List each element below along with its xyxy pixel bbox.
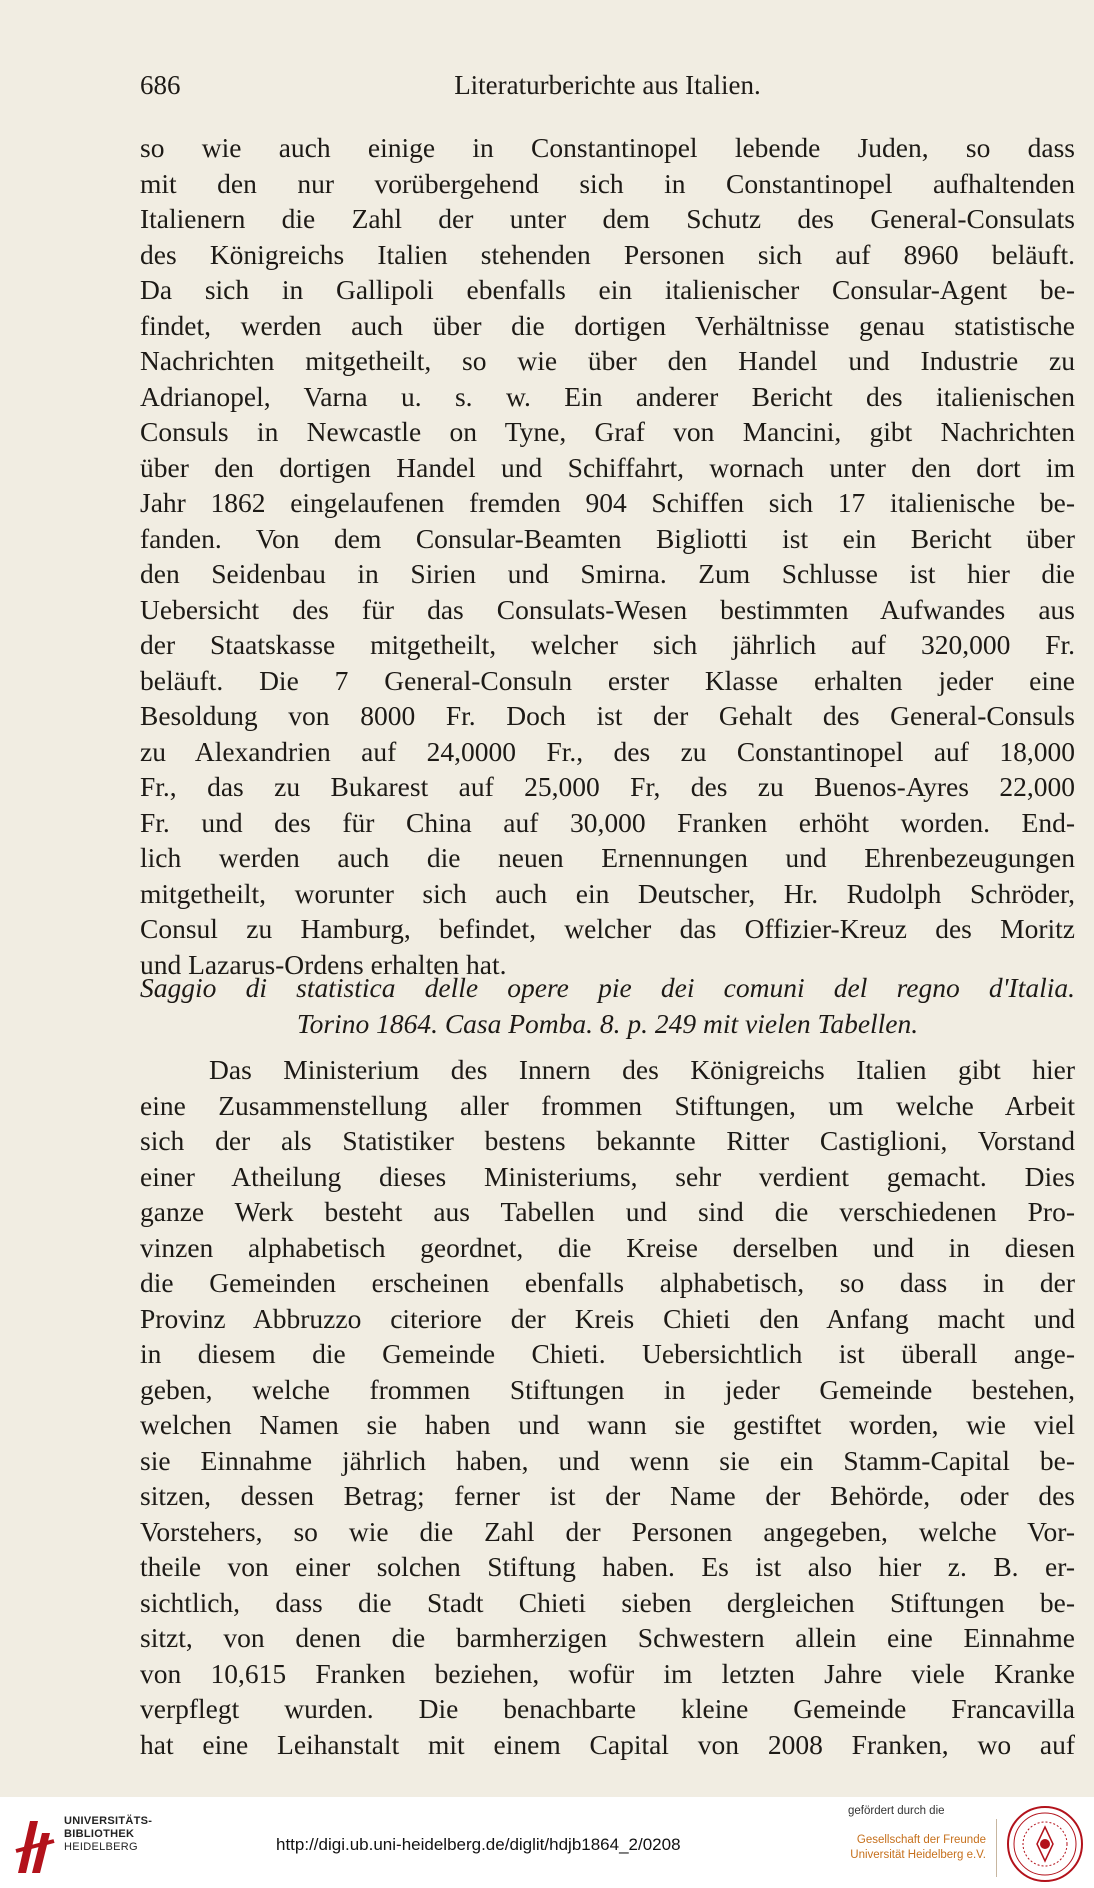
text-line: über den dortigen Handel und Schiffahrt, wornach unter den dort im bbox=[140, 451, 1075, 483]
text-line: Vorstehers, so wie die Zahl der Personen angegeben, welche Vor- bbox=[140, 1515, 1075, 1547]
text-line: Fr. und des für China auf 30,000 Franken erhöht worden. End- bbox=[140, 806, 1075, 838]
text-line: Fr., das zu Bukarest auf 25,000 Fr, des zu Buenos-Ayres 22,000 bbox=[140, 771, 1075, 802]
text-line: lich werden auch die neuen Ernennungen und Ehrenbezeugungen bbox=[140, 842, 1075, 873]
text-line: verpflegt wurden. Die benachbarte kleine Gemeinde Francavilla bbox=[140, 1693, 1075, 1724]
text-line: sich der als Statistiker bestens bekannte Ritter Castiglioni, Vorstand bbox=[140, 1125, 1075, 1156]
text-line: Uebersicht des für das Consulats-Wesen bestimmten Aufwandes aus bbox=[140, 593, 1075, 625]
text-line: Saggio di statistica delle opere pie dei comuni del regno d'Italia. bbox=[140, 972, 1075, 1003]
text-line: Das Ministerium des Innern des Königreichs Italien gibt hier bbox=[209, 1054, 1075, 1085]
text-line: sitzt, von denen die barmherzigen Schwestern allein eine Einnahme bbox=[140, 1622, 1075, 1653]
text-line: Besoldung von 8000 Fr. Doch ist der Gehalt des General-Consuls bbox=[140, 700, 1075, 731]
text-line: Consul zu Hamburg, befindet, welcher das Offizier-Kreuz des Moritz bbox=[140, 913, 1075, 944]
text-line: zu Alexandrien auf 24,0000 Fr., des zu Constantinopel auf 18,000 bbox=[140, 735, 1075, 767]
text-line: vinzen alphabetisch geordnet, die Kreise derselben und in diesen bbox=[140, 1231, 1075, 1263]
text-line: einer Atheilung dieses Ministeriums, sehr verdient gemacht. Dies bbox=[140, 1160, 1075, 1192]
text-line: eine Zusammenstellung aller frommen Stiftungen, um welche Arbeit bbox=[140, 1089, 1075, 1121]
university-seal-icon bbox=[1006, 1805, 1084, 1883]
text-line: so wie auch einige in Constantinopel lebende Juden, so dass bbox=[140, 132, 1075, 163]
text-line: Italienern die Zahl der unter dem Schutz des General-Consulats bbox=[140, 203, 1075, 234]
sponsor-divider bbox=[996, 1819, 997, 1877]
text-line: die Gemeinden erscheinen ebenfalls alphabetisch, so dass in der bbox=[140, 1267, 1075, 1298]
text-line: Jahr 1862 eingelaufenen fremden 904 Schiffen sich 17 italienische be- bbox=[140, 487, 1075, 518]
text-line: sitzen, dessen Betrag; ferner ist der Name der Behörde, oder des bbox=[140, 1480, 1075, 1511]
text-line: beläuft. Die 7 General-Consuln erster Klasse erhalten jeder eine bbox=[140, 664, 1075, 696]
text-line: mitgetheilt, worunter sich auch ein Deutscher, Hr. Rudolph Schröder, bbox=[140, 877, 1075, 909]
running-head bbox=[140, 70, 1075, 106]
text-line: fanden. Von dem Consular-Beamten Bigliotti ist ein Bericht über bbox=[140, 522, 1075, 554]
review-title bbox=[140, 970, 1075, 1041]
paragraph-pious-foundations bbox=[140, 1052, 1075, 1762]
page-number: 686 bbox=[140, 70, 181, 100]
text-line: und Lazarus-Ordens erhalten hat. bbox=[140, 948, 507, 980]
text-line: theile von einer solchen Stiftung haben. Es ist also hier z. B. er- bbox=[140, 1551, 1075, 1582]
text-line: welchen Namen sie haben und wann sie gestiftet worden, wie viel bbox=[140, 1409, 1075, 1440]
running-title: Literaturberichte aus Italien. bbox=[454, 70, 761, 100]
text-line: in diesem die Gemeinde Chieti. Uebersichtlich ist überall ange- bbox=[140, 1338, 1075, 1369]
text-line: mit den nur vorübergehend sich in Constantinopel aufhaltenden bbox=[140, 167, 1075, 199]
text-line: geben, welche frommen Stiftungen in jeder Gemeinde bestehen, bbox=[140, 1373, 1075, 1405]
text-line: Provinz Abbruzzo citeriore der Kreis Chieti den Anfang macht und bbox=[140, 1302, 1075, 1334]
text-line: den Seidenbau in Sirien und Smirna. Zum Schlusse ist hier die bbox=[140, 558, 1075, 589]
text-line: von 10,615 Franken beziehen, wofür im letzten Jahre viele Kranke bbox=[140, 1657, 1075, 1689]
text-line: sie Einnahme jährlich haben, und wenn sie ein Stamm-Capital be- bbox=[140, 1444, 1075, 1476]
text-line: sichtlich, dass die Stadt Chieti sieben dergleichen Stiftungen be- bbox=[140, 1586, 1075, 1618]
text-line: Torino 1864. Casa Pomba. 8. p. 249 mit vielen Tabellen. bbox=[296, 1007, 919, 1039]
text-line: Consuls in Newcastle on Tyne, Graf von Mancini, gibt Nachrichten bbox=[140, 416, 1075, 447]
sponsor-name: Gesellschaft der Freunde Universität Heidelberg e.V. bbox=[850, 1834, 986, 1861]
text-line: Nachrichten mitgetheilt, so wie über den Handel und Industrie zu bbox=[140, 345, 1075, 376]
digital-library-link[interactable]: http://digi.ub.uni-heidelberg.de/diglit/hdjb1864_2/0208 bbox=[276, 1835, 681, 1854]
text-line: hat eine Leihanstalt mit einem Capital von 2008 Franken, wo auf bbox=[140, 1728, 1075, 1760]
library-name: UNIVERSITÄTS- BIBLIOTHEK HEIDELBERG bbox=[64, 1815, 153, 1853]
paragraph-consular-report bbox=[140, 130, 1075, 982]
text-line: des Königreichs Italien stehenden Personen sich auf 8960 beläuft. bbox=[140, 238, 1075, 270]
text-line: findet, werden auch über die dortigen Verhältnisse genau statistische bbox=[140, 309, 1075, 341]
university-library-logo-icon bbox=[12, 1811, 58, 1879]
text-line: der Staatskasse mitgetheilt, welcher sich jährlich auf 320,000 Fr. bbox=[140, 629, 1075, 660]
sponsor-note: gefördert durch die bbox=[848, 1805, 945, 1817]
text-line: Adrianopel, Varna u. s. w. Ein anderer Bericht des italienischen bbox=[140, 380, 1075, 412]
text-line: Da sich in Gallipoli ebenfalls ein italienischer Consular-Agent be- bbox=[140, 274, 1075, 305]
digitization-footer bbox=[0, 1797, 1094, 1888]
text-line: ganze Werk besteht aus Tabellen und sind die verschiedenen Pro- bbox=[140, 1196, 1075, 1227]
